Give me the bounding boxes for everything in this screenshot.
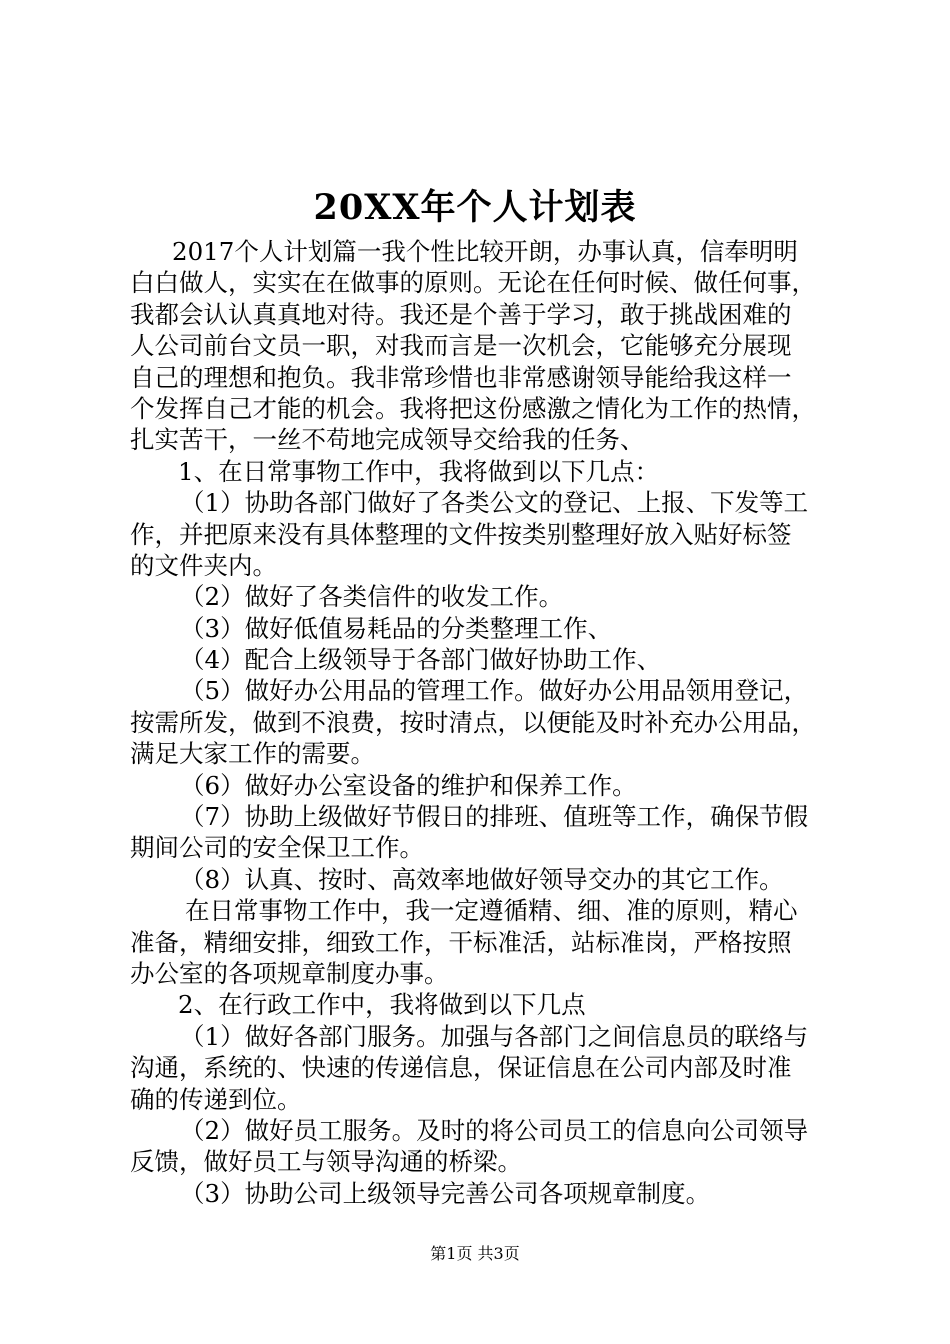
body-line: 自己的理想和抱负。我非常珍惜也非常感谢领导能给我这样一 (130, 362, 792, 392)
document-title: 20XX年个人计划表 (313, 187, 637, 228)
body-line: 1、在日常事物工作中，我将做到以下几点： (178, 456, 660, 486)
body-line: （3）协助公司上级领导完善公司各项规章制度。 (180, 1178, 711, 1208)
body-line: （4）配合上级领导于各部门做好协助工作、 (180, 645, 662, 675)
body-line: （1）协助各部门做好了各类公文的登记、上报、下发等工 (180, 488, 809, 518)
body-line: 白白做人，实实在在做事的原则。无论在任何时候、做任何事， (130, 268, 816, 298)
body-line: 反馈，做好员工与领导沟通的桥梁。 (130, 1147, 522, 1177)
body-line: 的文件夹内。 (130, 550, 277, 580)
body-line: 我都会认认真真地对待。我还是个善于学习，敢于挑战困难的 (130, 299, 792, 329)
body-line: （6）做好办公室设备的维护和保养工作。 (180, 770, 637, 800)
body-line: 在日常事物工作中，我一定遵循精、细、准的原则，精心 (185, 896, 798, 926)
body-line: （7）协助上级做好节假日的排班、值班等工作，确保节假 (180, 802, 809, 832)
body-line: 期间公司的安全保卫工作。 (130, 833, 424, 863)
body-line: （5）做好办公用品的管理工作。做好办公用品领用登记， (180, 676, 809, 706)
body-line: 扎实苦干，一丝不苟地完成领导交给我的任务、 (130, 425, 645, 455)
body-line: 准备，精细安排，细致工作，干标准活，站标准岗，严格按照 (130, 927, 792, 957)
body-line: （1）做好各部门服务。加强与各部门之间信息员的联络与 (180, 1021, 809, 1051)
body-line: 人公司前台文员一职，对我而言是一次机会，它能够充分展现 (130, 331, 792, 361)
body-line: （2）做好了各类信件的收发工作。 (180, 582, 564, 612)
page-footer: 第1页 共3页 (430, 1244, 520, 1263)
body-line: 确的传递到位。 (130, 1084, 302, 1114)
body-line: 沟通，系统的、快速的传递信息，保证信息在公司内部及时准 (130, 1053, 792, 1083)
body-line: 满足大家工作的需要。 (130, 739, 375, 769)
body-line: （8）认真、按时、高效率地做好领导交办的其它工作。 (180, 864, 784, 894)
body-line: 2、在行政工作中，我将做到以下几点 (178, 990, 586, 1020)
body-line: 办公室的各项规章制度办事。 (130, 958, 449, 988)
body-line: （2）做好员工服务。及时的将公司员工的信息向公司领导 (180, 1115, 809, 1145)
body-line: 2017个人计划篇一我个性比较开朗，办事认真，信奉明明 (172, 237, 798, 266)
body-line: 按需所发，做到不浪费，按时清点，以便能及时补充办公用品， (130, 707, 816, 737)
body-line: （3）做好低值易耗品的分类整理工作、 (180, 613, 613, 643)
body-line: 个发挥自己才能的机会。我将把这份感激之情化为工作的热情， (130, 393, 816, 423)
body-line: 作，并把原来没有具体整理的文件按类别整理好放入贴好标签 (130, 519, 792, 549)
document-body (130, 236, 830, 1209)
